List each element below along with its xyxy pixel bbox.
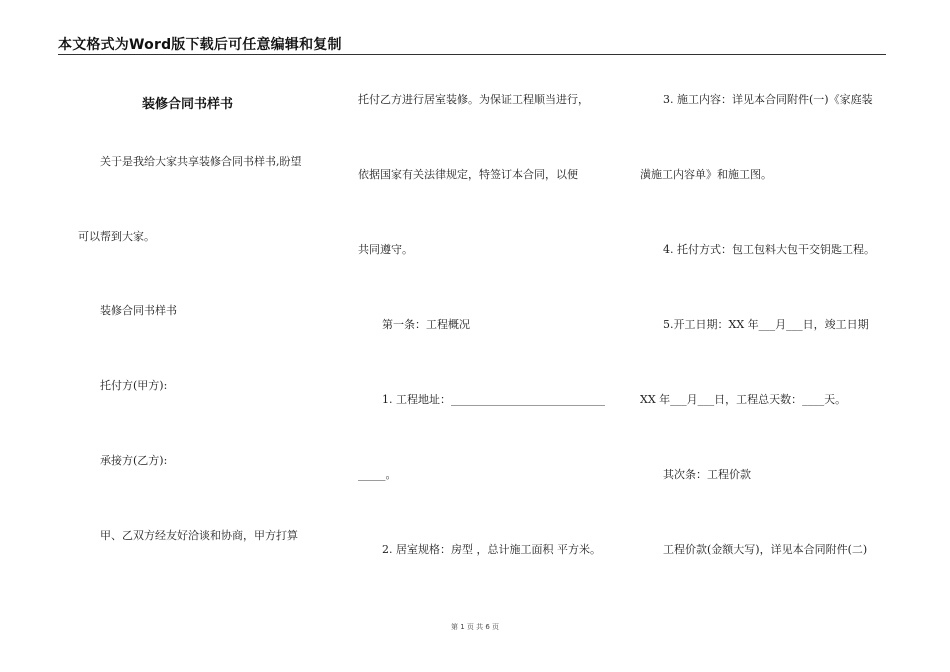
- col3-line-7: 工程价款(金额大写)，详见本合同附件(二): [663, 543, 868, 556]
- col3-line-1: 3. 施工内容：详见本合同附件(一)《家庭装: [663, 93, 873, 106]
- col2-line-6: _____。: [358, 468, 397, 481]
- page-indicator: 第 1 页 共 6 页: [450, 623, 500, 631]
- col2-line-5: 1. 工程地址：____________________________: [382, 393, 605, 406]
- document-title: 装修合同书样书: [142, 97, 234, 112]
- col2-line-4: 第一条：工程概况: [382, 318, 470, 331]
- col2-line-1: 托付乙方进行居室装修。为保证工程顺当进行，: [358, 93, 589, 106]
- col2-line-3: 共同遵守。: [358, 243, 413, 256]
- col1-line-6: 甲、乙双方经友好洽谈和协商，甲方打算: [100, 529, 298, 542]
- col1-line-4: 托付方(甲方):: [100, 379, 168, 392]
- header-text: 本文格式为Word版下载后可任意编辑和复制: [58, 37, 342, 53]
- col1-line-1: 关于是我给大家共享装修合同书样书,盼望: [100, 155, 302, 168]
- col3-line-2: 潢施工内容单》和施工图。: [640, 168, 772, 181]
- col3-line-4: 5.开工日期：XX 年___月___日，竣工日期: [663, 318, 869, 331]
- col3-line-5: XX 年___月___日，工程总天数：____天。: [640, 393, 847, 406]
- col3-line-3: 4. 托付方式：包工包料大包干交钥匙工程。: [663, 243, 875, 256]
- col2-line-2: 依据国家有关法律规定，特签订本合同，以便: [358, 168, 578, 181]
- col1-line-5: 承接方(乙方):: [100, 454, 168, 467]
- col1-line-2: 可以帮到大家。: [78, 230, 155, 243]
- page-header: [58, 34, 886, 55]
- col2-line-7: 2. 居室规格：房型 ，总计施工面积 平方米。: [382, 543, 601, 556]
- col3-line-6: 其次条：工程价款: [663, 468, 751, 481]
- col1-line-3: 装修合同书样书: [100, 304, 177, 317]
